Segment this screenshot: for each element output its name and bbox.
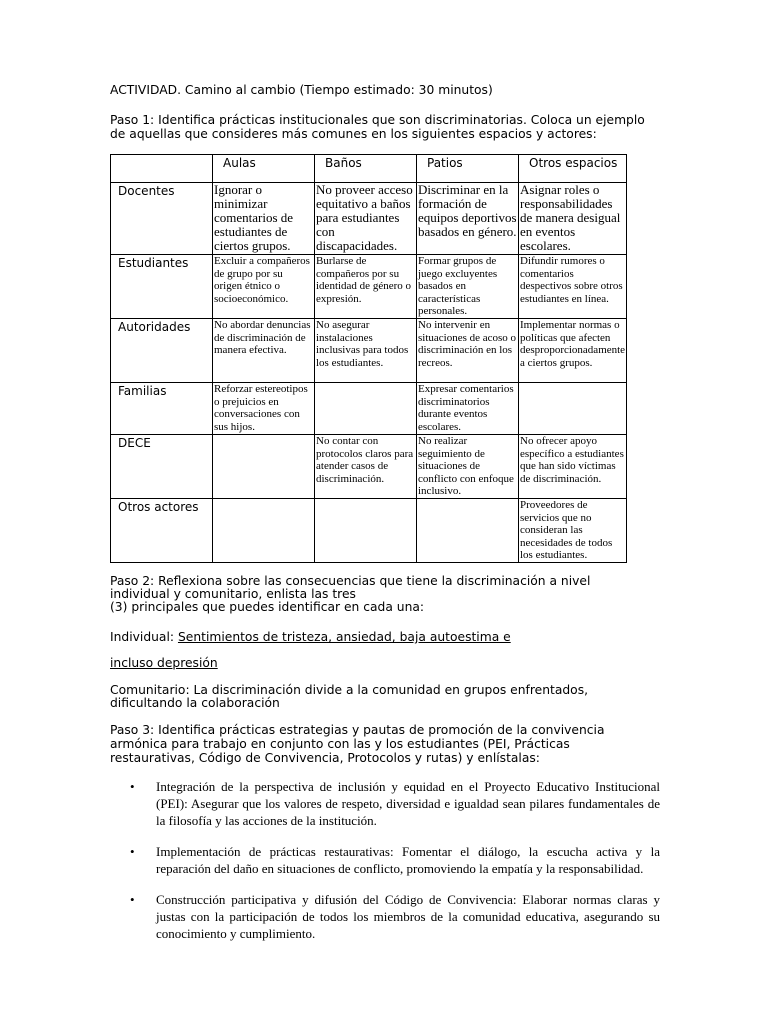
step3-text: Paso 3: Identifica prácticas estrategias y pautas de promoción de la convivencia armónica para trabajo en conjunto con las y los estudiantes (PEI, Prácticas restaurativas, Código de Convivencia, Protocolos y rutas) y enlístalas: [110, 723, 605, 765]
table-cell: Proveedores de servicios que no consideran las necesidades de todos los estudiantes. [519, 499, 627, 563]
row-label: Docentes [111, 183, 213, 255]
table-cell: No intervenir en situaciones de acoso o discriminación en los recreos. [417, 319, 519, 383]
table-cell [315, 499, 417, 563]
table-row [111, 383, 627, 435]
header-cell: Aulas [213, 155, 315, 183]
table-row [111, 319, 627, 383]
table-cell: No abordar denuncias de discriminación de manera efectiva. [213, 319, 315, 383]
table-cell: Formar grupos de juego excluyentes basados en características personales. [417, 255, 519, 319]
step1-text: Paso 1: Identifica prácticas institucionales que son discriminatorias. Coloca un ejemplo de aquellas que consideres más comunes en los siguientes espacios y actores: [110, 113, 645, 141]
table-cell: Excluir a compañeros de grupo por su origen étnico o socioeconómico. [213, 255, 315, 319]
table-row [111, 499, 627, 563]
table-cell [213, 499, 315, 563]
strategies-list [110, 778, 660, 956]
individual-text-continued: incluso depresión [110, 656, 218, 670]
activity-title: ACTIVIDAD. Camino al cambio (Tiempo estimado: 30 minutos) [110, 83, 493, 97]
list-item [110, 778, 660, 829]
individual-line [110, 631, 640, 644]
table-row [111, 255, 627, 319]
list-item-text: Integración de la perspectiva de inclusión y equidad en el Proyecto Educativo Institucional (PEI): Asegurar que los valores de respeto, diversidad e igualdad sean pilares fundamentales de la filosofía y las acciones de la institución. [156, 779, 660, 828]
table-cell: Reforzar estereotipos o prejuicios en conversaciones con sus hijos. [213, 383, 315, 435]
individual-label: Individual: [110, 630, 178, 644]
table-row [111, 183, 627, 255]
table-header-row [111, 155, 627, 183]
header-cell [111, 155, 213, 183]
bullet-icon: • [130, 779, 135, 794]
table-cell: No contar con protocolos claros para atender casos de discriminación. [315, 435, 417, 499]
table-cell [213, 435, 315, 499]
table-cell: Burlarse de compañeros por su identidad de género o expresión. [315, 255, 417, 319]
list-item-text: Construcción participativa y difusión del Código de Convivencia: Elaborar normas claras y justas con la participación de todos los miembros de la comunidad educativa, asegurando su conocimiento y cumplimiento. [156, 892, 660, 941]
table-cell: No ofrecer apoyo específico a estudiantes que han sido víctimas de discriminación. [519, 435, 627, 499]
bullet-icon: • [130, 892, 135, 907]
row-label: Otros actores [111, 499, 213, 563]
community-text: Comunitario: La discriminación divide a la comunidad en grupos enfrentados, dificultando la colaboración [110, 683, 589, 710]
list-item-text: Implementación de prácticas restaurativas: Fomentar el diálogo, la escucha activa y la reparación del daño en situaciones de conflicto, promoviendo la empatía y la responsabilidad. [156, 844, 660, 876]
table-cell [417, 499, 519, 563]
practices-table [110, 154, 627, 563]
step2-line1: Paso 2: Reflexiona sobre las consecuencias que tiene la discriminación a nivel individual y comunitario, enlista las tres [110, 574, 591, 601]
bullet-icon: • [130, 844, 135, 859]
table-cell: No proveer acceso equitativo a baños para estudiantes con discapacidades. [315, 183, 417, 255]
header-cell: Baños [315, 155, 417, 183]
table-cell: Implementar normas o políticas que afecten desproporcionadamente a ciertos grupos. [519, 319, 627, 383]
header-cell: Otros espacios [519, 155, 627, 183]
row-label: Autoridades [111, 319, 213, 383]
table-cell: Asignar roles o responsabilidades de manera desigual en eventos escolares. [519, 183, 627, 255]
list-item [110, 843, 660, 877]
step2-line2: (3) principales que puedes identificar en cada una: [110, 600, 425, 614]
table-cell [315, 383, 417, 435]
table-cell: Expresar comentarios discriminatorios durante eventos escolares. [417, 383, 519, 435]
row-label: DECE [111, 435, 213, 499]
row-label: Estudiantes [111, 255, 213, 319]
list-item [110, 891, 660, 942]
step2-block [110, 575, 650, 614]
individual-text: Sentimientos de tristeza, ansiedad, baja autoestima e [177, 630, 511, 644]
table-row [111, 435, 627, 499]
table-cell: Ignorar o minimizar comentarios de estudiantes de ciertos grupos. [213, 183, 315, 255]
table-cell: No asegurar instalaciones inclusivas para todos los estudiantes. [315, 319, 417, 383]
row-label: Familias [111, 383, 213, 435]
table-cell: No realizar seguimiento de situaciones de conflicto con enfoque inclusivo. [417, 435, 519, 499]
table-cell: Difundir rumores o comentarios despectivos sobre otros estudiantes en línea. [519, 255, 627, 319]
individual-line-2 [110, 657, 640, 670]
header-cell: Patios [417, 155, 519, 183]
table-cell: Discriminar en la formación de equipos deportivos basados en género. [417, 183, 519, 255]
table-cell [519, 383, 627, 435]
